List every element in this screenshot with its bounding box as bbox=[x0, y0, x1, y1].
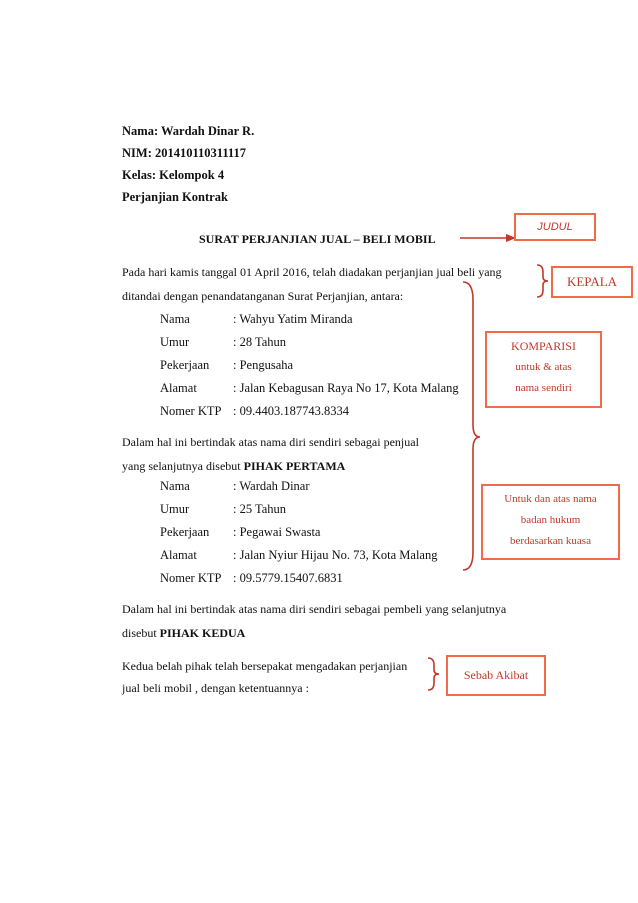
party1-label-umur: Umur bbox=[160, 335, 190, 349]
party2-label-umur: Umur bbox=[160, 502, 190, 516]
party1-value-alamat: : Jalan Kebagusan Raya No 17, Kota Malang bbox=[233, 381, 459, 395]
party2-label-alamat: Alamat bbox=[160, 548, 197, 562]
annotation-badan-hukum bbox=[481, 484, 620, 560]
annotation-komparisi bbox=[485, 331, 602, 408]
student-name: Nama: Wardah Dinar R. bbox=[122, 124, 255, 138]
annotation-komparisi-line-1: KOMPARISI bbox=[511, 339, 576, 353]
party1-value-umur: : 28 Tahun bbox=[233, 335, 287, 349]
party1-label-alamat: Alamat bbox=[160, 381, 197, 395]
annotation-sebab-akibat: Sebab Akibat bbox=[446, 655, 546, 696]
annotation-badan-line-2: badan hukum bbox=[520, 514, 581, 526]
party1-value-pekerjaan: : Pengusaha bbox=[233, 358, 294, 372]
annotation-badan-line-3: berdasarkan kuasa bbox=[510, 535, 591, 547]
party2-value-nama: : Wardah Dinar bbox=[233, 479, 310, 493]
student-nim: NIM: 201410110311117 bbox=[122, 146, 246, 160]
party1-value-nama: : Wahyu Yatim Miranda bbox=[233, 312, 353, 326]
intro-line-1: Pada hari kamis tanggal 01 April 2016, telah diadakan perjanjian jual beli yang bbox=[122, 265, 502, 279]
party2-label-pekerjaan: Pekerjaan bbox=[160, 525, 210, 539]
closing-line-1: Kedua belah pihak telah bersepakat mengadakan perjanjian bbox=[122, 659, 408, 673]
intro-line-2: ditandai dengan penandatanganan Surat Perjanjian, antara: bbox=[122, 289, 404, 303]
annotation-judul: JUDUL bbox=[514, 213, 596, 241]
student-class: Kelas: Kelompok 4 bbox=[122, 168, 225, 182]
annotation-komparisi-line-2: untuk & atas bbox=[515, 361, 572, 373]
party1-desc-line-1: Dalam hal ini bertindak atas nama diri sendiri sebagai penjual bbox=[122, 435, 419, 449]
party1-value-ktp: : 09.4403.187743.8334 bbox=[233, 404, 349, 418]
document-title: SURAT PERJANJIAN JUAL – BELI MOBIL bbox=[199, 232, 436, 246]
annotation-badan-line-1: Untuk dan atas nama bbox=[504, 493, 597, 505]
party1-label-ktp: Nomer KTP bbox=[160, 404, 222, 418]
brace-sebab-icon bbox=[428, 658, 439, 690]
party2-value-umur: : 25 Tahun bbox=[233, 502, 287, 516]
party2-label-ktp: Nomer KTP bbox=[160, 571, 222, 585]
party2-value-alamat: : Jalan Nyiur Hijau No. 73, Kota Malang bbox=[233, 548, 438, 562]
brace-kepala-icon bbox=[537, 265, 548, 297]
party2-desc-prefix: disebut bbox=[122, 626, 160, 640]
party2-value-pekerjaan: : Pegawai Swasta bbox=[233, 525, 321, 539]
closing-line-2: jual beli mobil , dengan ketentuannya : bbox=[122, 681, 309, 695]
party2-desc-line-1: Dalam hal ini bertindak atas nama diri sendiri sebagai pembeli yang selanjutnya bbox=[122, 602, 507, 616]
assignment-topic: Perjanjian Kontrak bbox=[122, 190, 228, 204]
party1-label-pekerjaan: Pekerjaan bbox=[160, 358, 210, 372]
party2-label-nama: Nama bbox=[160, 479, 190, 493]
annotation-kepala: KEPALA bbox=[551, 266, 633, 298]
annotation-komparisi-line-3: nama sendiri bbox=[515, 382, 572, 394]
party1-desc-prefix: yang selanjutnya disebut bbox=[122, 459, 244, 473]
party2-role: PIHAK KEDUA bbox=[159, 626, 246, 640]
brace-komparisi-icon bbox=[463, 282, 480, 570]
party1-role: PIHAK PERTAMA bbox=[243, 459, 346, 473]
party1-label-nama: Nama bbox=[160, 312, 190, 326]
party2-value-ktp: : 09.5779.15407.6831 bbox=[233, 571, 343, 585]
